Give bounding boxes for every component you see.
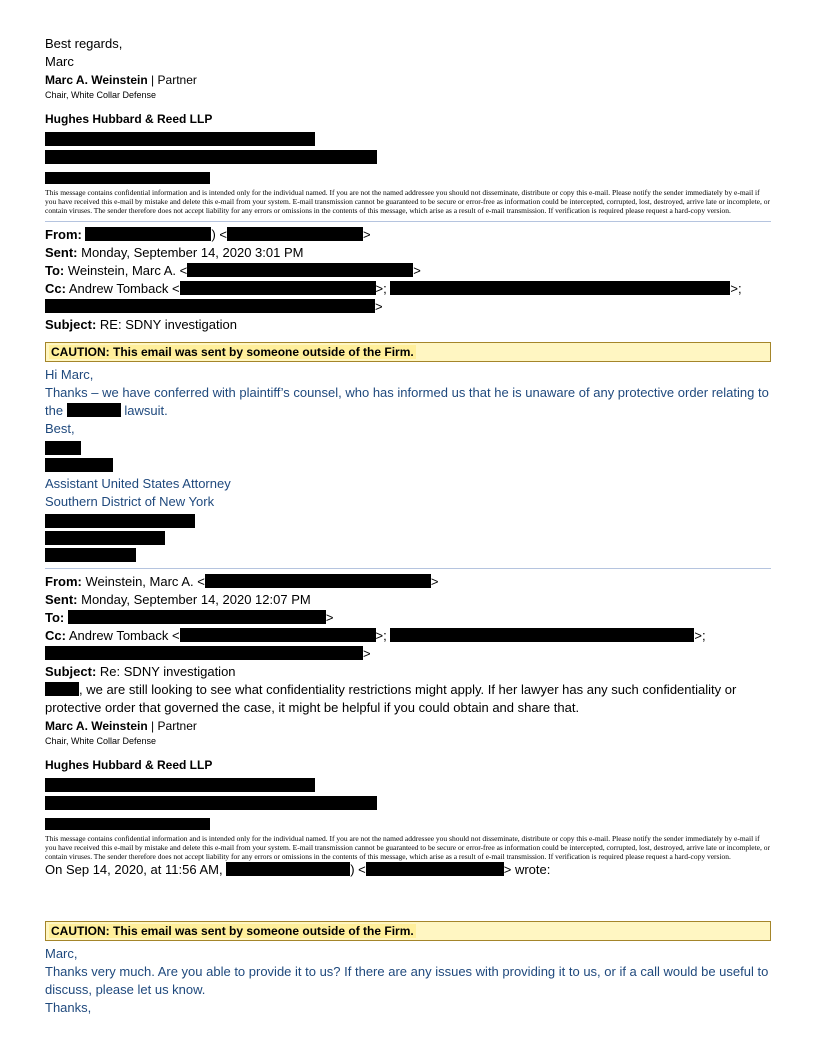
cc-separator: >;	[730, 281, 742, 296]
quote-mid: ) <	[350, 862, 366, 877]
redacted-block	[45, 514, 195, 528]
signature-name: Marc A. Weinstein	[45, 719, 148, 733]
sender-office: Southern District of New York	[45, 494, 215, 509]
sent-value: Monday, September 14, 2020 12:07 PM	[81, 592, 311, 607]
message-body-text-end: lawsuit.	[124, 403, 168, 418]
from-label: From:	[45, 227, 82, 242]
from-label: From:	[45, 574, 82, 589]
redacted-block	[45, 796, 377, 810]
redacted-text	[187, 263, 413, 277]
signature-separator: |	[151, 719, 155, 733]
redacted-text	[180, 628, 376, 642]
to-value: Weinstein, Marc A. <	[67, 263, 188, 278]
signature-subtitle: Chair, White Collar Defense	[45, 736, 157, 746]
confidentiality-disclaimer: This message contains confidential information and is intended only for the individual named. If you are not the named addressee you should not disseminate, distribute or copy this e-mail. Please notify the sender immediately by e-mail if you have received this e-mail by mistake and delete this e-mail from your system. E-mail transmission cannot be guaranteed to be secure or error-free as information could be intercepted, corrupted, lost, destroyed, arrive late or incomplete, or contain viruses. The sender therefore does not accept liability for any errors or omissions in the contents of this message, which arise as a result of e-mail transmission. If verification is required please request a hard-copy version.	[45, 834, 771, 861]
email-document	[45, 35, 771, 1017]
from-line	[45, 573, 771, 591]
signature-subtitle: Chair, White Collar Defense	[45, 90, 157, 100]
cc-separator: >;	[694, 628, 706, 643]
sender-title: Assistant United States Attorney	[45, 476, 231, 491]
redacted-text	[390, 281, 730, 295]
cc-value: Andrew Tomback <	[68, 628, 180, 643]
sent-line	[45, 244, 771, 262]
signature-name-line	[45, 717, 771, 735]
subject-line	[45, 316, 771, 334]
subject-value: Re: SDNY investigation	[99, 664, 236, 679]
redacted-text	[45, 299, 375, 313]
closing: Thanks,	[45, 1000, 92, 1015]
cc-separator: >;	[375, 281, 387, 296]
signature-separator: |	[151, 73, 155, 87]
subject-label: Subject:	[45, 317, 97, 332]
signature-role: Partner	[157, 73, 197, 87]
closing: Best,	[45, 421, 75, 436]
redacted-text	[67, 403, 121, 417]
sent-line	[45, 591, 771, 609]
bracket-close: >	[430, 574, 439, 589]
quote-attribution	[45, 861, 771, 879]
from-value: Weinstein, Marc A. <	[85, 574, 205, 589]
from-suffix: ) <	[211, 227, 228, 242]
divider	[45, 221, 771, 222]
cc-continued	[45, 298, 771, 316]
external-caution-banner	[45, 921, 771, 941]
signer-first-name: Marc	[45, 54, 74, 69]
divider	[45, 568, 771, 569]
external-caution-banner	[45, 342, 771, 362]
message-body: Thanks very much. Are you able to provide it to us? If there are any issues with providing it to us, or if a call would be useful to discuss, please let us know.	[45, 964, 769, 997]
cc-label: Cc:	[45, 281, 66, 296]
redacted-block	[45, 531, 165, 545]
redacted-text	[227, 227, 363, 241]
cc-separator: >;	[375, 628, 387, 643]
cc-value: Andrew Tomback <	[68, 281, 180, 296]
redacted-block	[45, 778, 315, 792]
signature-name: Marc A. Weinstein	[45, 73, 148, 87]
caution-text: CAUTION: This email was sent by someone outside of the Firm.	[51, 924, 414, 938]
message-body-text: Thanks – we have conferred with plaintiff’s counsel, who has informed us that he is unaware of any protective order relating to the	[45, 385, 769, 418]
redacted-text	[366, 862, 504, 876]
bracket-close: >	[363, 227, 371, 242]
redacted-block	[45, 132, 315, 146]
sent-value: Monday, September 14, 2020 3:01 PM	[81, 245, 304, 260]
redacted-block	[45, 458, 113, 472]
redacted-text	[45, 682, 79, 696]
redacted-text	[45, 646, 363, 660]
signature-role: Partner	[157, 719, 197, 733]
bracket-close: >	[363, 646, 371, 661]
sent-label: Sent:	[45, 245, 78, 260]
from-line	[45, 226, 771, 244]
subject-line	[45, 663, 771, 681]
to-label: To:	[45, 610, 65, 625]
cc-label: Cc:	[45, 628, 66, 643]
redacted-text	[180, 281, 376, 295]
redacted-block	[45, 441, 81, 455]
redacted-text	[85, 227, 211, 241]
redacted-block	[45, 548, 136, 562]
redacted-text	[226, 862, 350, 876]
bracket-close: >	[325, 610, 334, 625]
cc-line	[45, 627, 771, 645]
subject-value: RE: SDNY investigation	[99, 317, 237, 332]
to-line	[45, 262, 771, 280]
confidentiality-disclaimer: This message contains confidential information and is intended only for the individual named. If you are not the named addressee you should not disseminate, distribute or copy this e-mail. Please notify the sender immediately by e-mail if you have received this e-mail by mistake and delete this e-mail from your system. E-mail transmission cannot be guaranteed to be secure or error-free as information could be intercepted, corrupted, lost, destroyed, arrive late or incomplete, or contain viruses. The sender therefore does not accept liability for any errors or omissions in the contents of this message, which arise as a result of e-mail transmission. If verification is required please request a hard-copy version.	[45, 188, 771, 215]
to-line	[45, 609, 771, 627]
greeting: Marc,	[45, 946, 78, 961]
firm-name: Hughes Hubbard & Reed LLP	[45, 112, 213, 126]
message-body-text: , we are still looking to see what confidentiality restrictions might apply. If her lawyer has any such confidentiality or protective order that governed the case, it might be helpful if you could obtain and share that.	[45, 682, 737, 715]
signature-name-line	[45, 71, 771, 89]
cc-continued	[45, 645, 771, 663]
quote-prefix: On Sep 14, 2020, at 11:56 AM,	[45, 862, 223, 877]
bracket-close: >	[375, 299, 383, 314]
firm-name: Hughes Hubbard & Reed LLP	[45, 758, 213, 772]
redacted-block	[45, 150, 377, 164]
message-body	[45, 384, 771, 420]
redacted-text	[68, 610, 326, 624]
bracket-close: >	[413, 263, 421, 278]
closing: Best regards,	[45, 36, 123, 51]
redacted-text	[205, 574, 431, 588]
redacted-text	[390, 628, 694, 642]
sent-label: Sent:	[45, 592, 78, 607]
cc-line	[45, 280, 771, 298]
caution-text: CAUTION: This email was sent by someone outside of the Firm.	[51, 345, 414, 359]
quote-suffix: > wrote:	[503, 862, 551, 877]
subject-label: Subject:	[45, 664, 97, 679]
redacted-block	[45, 818, 210, 830]
redacted-block	[45, 172, 210, 184]
greeting: Hi Marc,	[45, 367, 94, 382]
message-body	[45, 681, 771, 717]
to-label: To:	[45, 263, 65, 278]
